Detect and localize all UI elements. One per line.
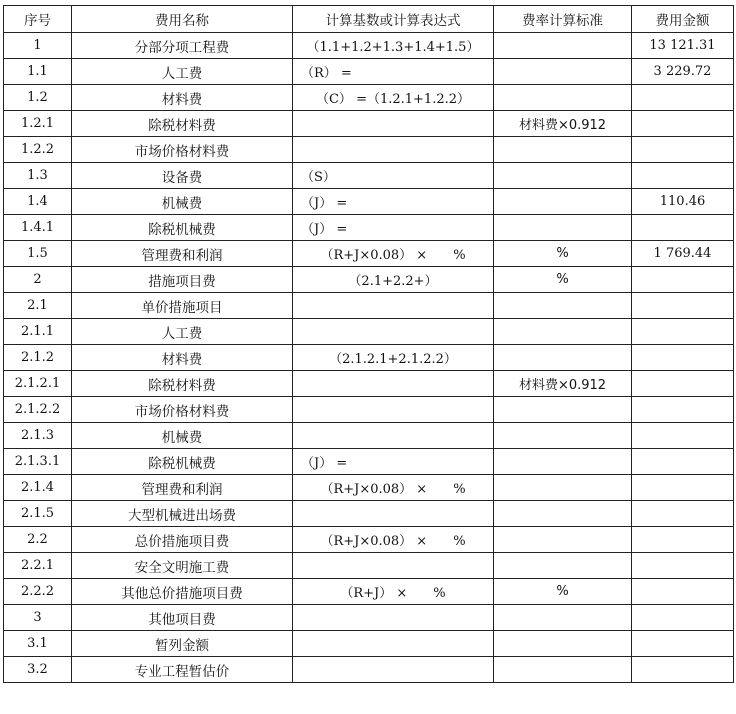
base-cell: （R+J×0.08） × % [293,475,494,501]
rate-cell [494,631,632,657]
table-row [4,267,734,293]
seq-cell: 2.2.2 [4,579,72,605]
name-cell: 人工费 [72,59,293,85]
amount-cell [632,501,734,527]
amount-cell: 3 229.72 [632,59,734,85]
rate-cell [494,85,632,111]
name-cell: 分部分项工程费 [72,33,293,59]
rate-cell [494,527,632,553]
seq-cell: 2.1.3 [4,423,72,449]
base-cell: （R+J×0.08） × % [293,241,494,267]
table-row [4,189,734,215]
table-row [4,579,734,605]
rate-cell [494,189,632,215]
table-row [4,163,734,189]
base-cell: （J） = [293,449,494,475]
rate-cell: 材料费×0.912 [494,371,632,397]
rate-cell: 材料费×0.912 [494,111,632,137]
table-row [4,111,734,137]
amount-cell [632,137,734,163]
amount-cell [632,319,734,345]
rate-cell [494,449,632,475]
table-row [4,345,734,371]
base-cell [293,111,494,137]
base-cell: （1.1+1.2+1.3+1.4+1.5） [293,33,494,59]
name-cell: 管理费和利润 [72,475,293,501]
base-cell [293,501,494,527]
name-cell: 除税机械费 [72,449,293,475]
base-cell: （R+J） × % [293,579,494,605]
seq-cell: 1.2 [4,85,72,111]
rate-cell [494,215,632,241]
seq-cell: 2.1.1 [4,319,72,345]
table-row [4,605,734,631]
base-cell: （2.1.2.1+2.1.2.2） [293,345,494,371]
name-cell: 管理费和利润 [72,241,293,267]
amount-cell [632,163,734,189]
rate-cell [494,137,632,163]
table-row [4,59,734,85]
amount-cell [632,371,734,397]
name-cell: 暂列金额 [72,631,293,657]
amount-cell [632,527,734,553]
base-cell: （J） = [293,215,494,241]
seq-cell: 1.2.2 [4,137,72,163]
table-row [4,137,734,163]
name-cell: 市场价格材料费 [72,397,293,423]
base-cell [293,605,494,631]
amount-cell [632,605,734,631]
amount-cell [632,111,734,137]
seq-cell: 1.5 [4,241,72,267]
table-row [4,553,734,579]
table-row [4,475,734,501]
seq-cell: 2.1.2.2 [4,397,72,423]
base-cell [293,137,494,163]
rate-cell [494,319,632,345]
seq-cell: 1.4 [4,189,72,215]
table-row [4,527,734,553]
amount-cell [632,267,734,293]
amount-cell [632,423,734,449]
rate-cell [494,59,632,85]
name-cell: 安全文明施工费 [72,553,293,579]
name-cell: 专业工程暂估价 [72,657,293,683]
base-cell [293,293,494,319]
cost-table [3,5,734,683]
amount-cell [632,553,734,579]
name-cell: 其他总价措施项目费 [72,579,293,605]
amount-cell [632,85,734,111]
seq-cell: 3.1 [4,631,72,657]
seq-cell: 1.3 [4,163,72,189]
name-cell: 措施项目费 [72,267,293,293]
amount-cell [632,397,734,423]
rate-cell: % [494,579,632,605]
base-cell: （R+J×0.08） × % [293,527,494,553]
seq-cell: 3 [4,605,72,631]
rate-cell [494,553,632,579]
seq-cell: 2.1 [4,293,72,319]
rate-cell [494,605,632,631]
amount-cell: 110.46 [632,189,734,215]
seq-cell: 2.1.4 [4,475,72,501]
table-row [4,241,734,267]
rate-cell: % [494,267,632,293]
table-header [4,6,734,33]
header-seq: 序号 [4,6,72,33]
base-cell [293,371,494,397]
name-cell: 机械费 [72,423,293,449]
seq-cell: 1.2.1 [4,111,72,137]
header-rate: 费率计算标准 [494,6,632,33]
seq-cell: 2.1.5 [4,501,72,527]
base-cell [293,397,494,423]
name-cell: 材料费 [72,345,293,371]
base-cell [293,631,494,657]
name-cell: 设备费 [72,163,293,189]
base-cell: （2.1+2.2+） [293,267,494,293]
table-row [4,423,734,449]
name-cell: 单价措施项目 [72,293,293,319]
table-row [4,501,734,527]
name-cell: 材料费 [72,85,293,111]
base-cell [293,657,494,683]
base-cell: （S） [293,163,494,189]
seq-cell: 2.2 [4,527,72,553]
amount-cell [632,475,734,501]
header-base: 计算基数或计算表达式 [293,6,494,33]
table-row [4,33,734,59]
name-cell: 其他项目费 [72,605,293,631]
rate-cell: % [494,241,632,267]
table-row [4,397,734,423]
amount-cell [632,215,734,241]
seq-cell: 1.1 [4,59,72,85]
name-cell: 总价措施项目费 [72,527,293,553]
rate-cell [494,345,632,371]
base-cell: （R） = [293,59,494,85]
seq-cell: 2.1.3.1 [4,449,72,475]
name-cell: 除税材料费 [72,371,293,397]
table-row [4,631,734,657]
rate-cell [494,293,632,319]
seq-cell: 2.1.2.1 [4,371,72,397]
seq-cell: 2.1.2 [4,345,72,371]
header-amount: 费用金额 [632,6,734,33]
rate-cell [494,657,632,683]
table-row [4,657,734,683]
rate-cell [494,397,632,423]
rate-cell [494,423,632,449]
table-body [4,33,734,683]
name-cell: 市场价格材料费 [72,137,293,163]
amount-cell [632,579,734,605]
table-row [4,371,734,397]
seq-cell: 1 [4,33,72,59]
name-cell: 机械费 [72,189,293,215]
table-row [4,85,734,111]
amount-cell [632,449,734,475]
table-row [4,319,734,345]
amount-cell [632,657,734,683]
base-cell [293,423,494,449]
seq-cell: 2.2.1 [4,553,72,579]
rate-cell [494,475,632,501]
header-name: 费用名称 [72,6,293,33]
name-cell: 人工费 [72,319,293,345]
seq-cell: 2 [4,267,72,293]
base-cell [293,319,494,345]
table-row [4,215,734,241]
seq-cell: 1.4.1 [4,215,72,241]
rate-cell [494,501,632,527]
amount-cell [632,345,734,371]
table-row [4,449,734,475]
seq-cell: 3.2 [4,657,72,683]
header-row [4,6,734,33]
amount-cell: 13 121.31 [632,33,734,59]
amount-cell [632,293,734,319]
table-row [4,293,734,319]
amount-cell: 1 769.44 [632,241,734,267]
base-cell: （J） = [293,189,494,215]
amount-cell [632,631,734,657]
rate-cell [494,163,632,189]
base-cell [293,553,494,579]
name-cell: 大型机械进出场费 [72,501,293,527]
rate-cell [494,33,632,59]
name-cell: 除税材料费 [72,111,293,137]
base-cell: （C） =（1.2.1+1.2.2） [293,85,494,111]
name-cell: 除税机械费 [72,215,293,241]
